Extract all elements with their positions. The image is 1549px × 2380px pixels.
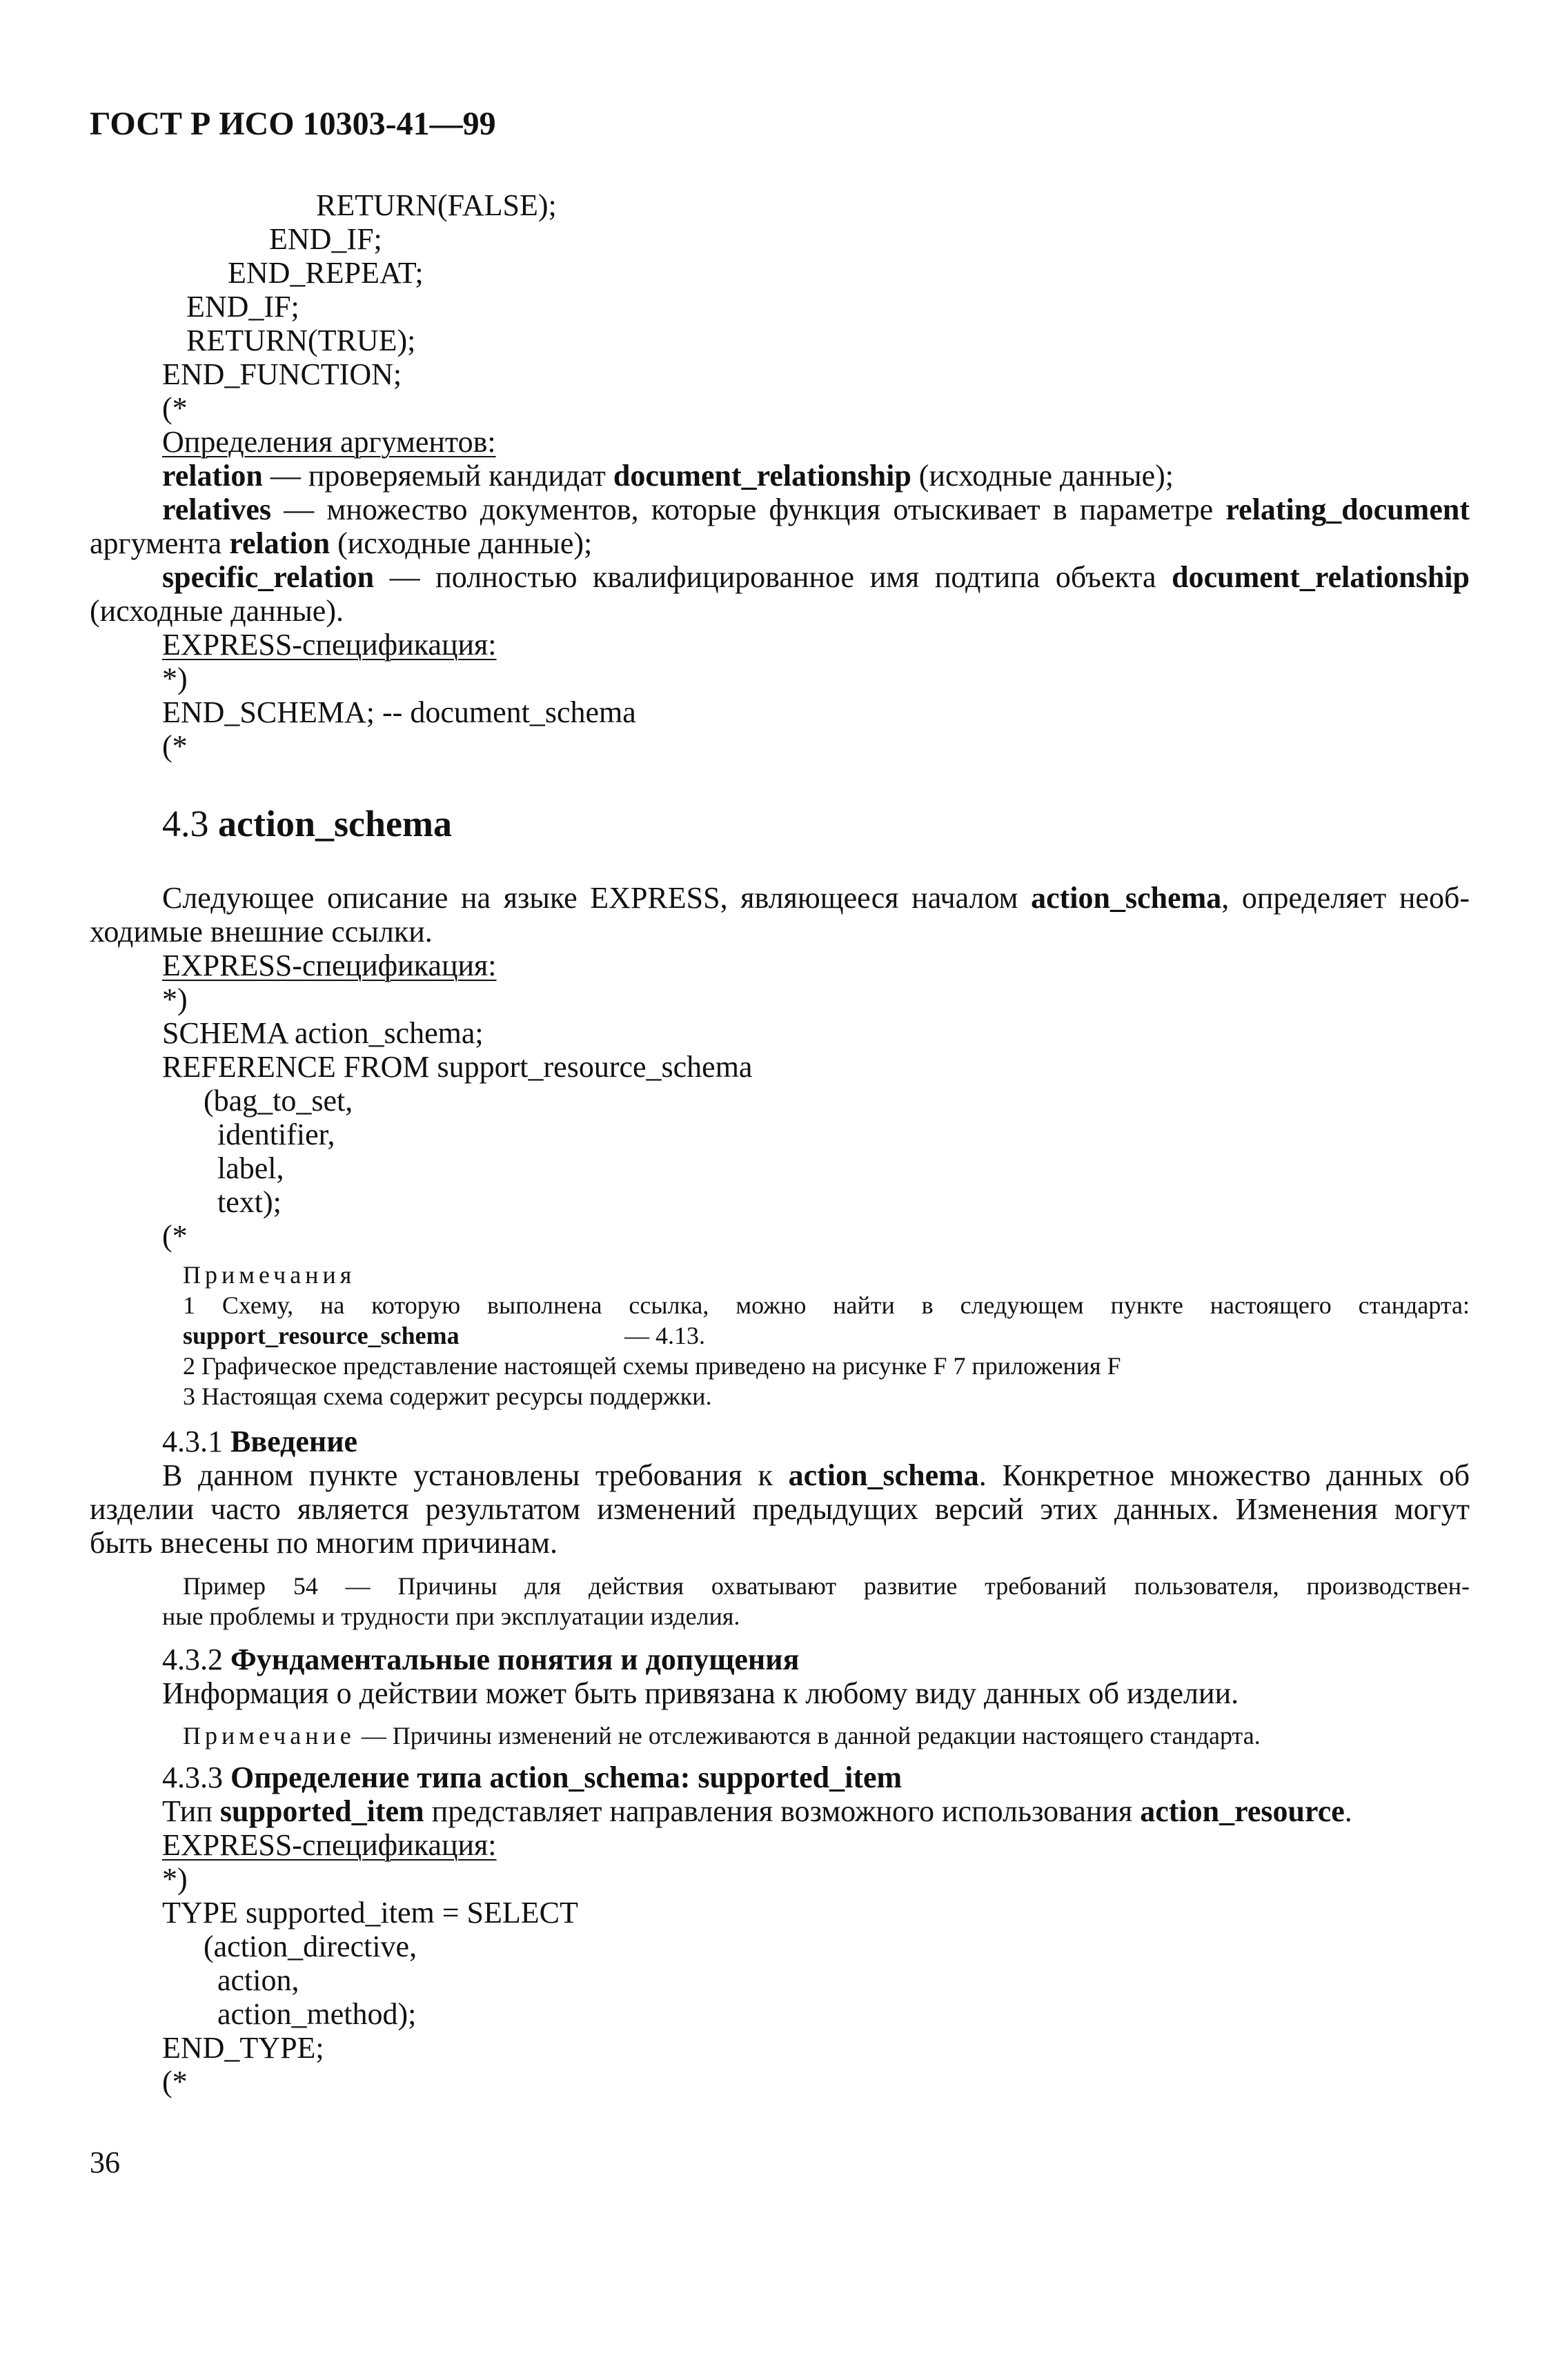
code-line: text); <box>217 1185 282 1219</box>
arguments-heading: Определения аргументов: <box>162 425 496 459</box>
code-line: END_SCHEMA; -- document_schema <box>162 695 636 729</box>
note-3: 3 Настоящая схема содержит ресурсы поддержки. <box>183 1382 712 1410</box>
paragraph-cont: быть внесены по многим причинам. <box>90 1526 558 1560</box>
subsection-heading-4-3-2 <box>162 1643 799 1677</box>
paragraph-cont: ходимые внешние ссылки. <box>90 915 433 949</box>
code-line: END_FUNCTION; <box>162 357 402 391</box>
section-title: Определение типа action_schema: supported_item <box>230 1761 902 1794</box>
note <box>183 1720 1261 1751</box>
text: . <box>1344 1794 1352 1828</box>
code-line: label, <box>217 1151 284 1185</box>
subsection-heading-4-3-1 <box>162 1425 357 1459</box>
argument-specific-relation-cont: (исходные данные). <box>90 594 344 628</box>
section-title: Фундаментальные понятия и допущения <box>230 1643 800 1676</box>
term: supported_item <box>219 1794 424 1828</box>
term: specific_relation <box>162 560 375 594</box>
section-heading-4-3 <box>162 802 452 845</box>
code-line: END_IF; <box>186 290 299 324</box>
code-line: RETURN(FALSE); <box>316 188 557 222</box>
argument-relation <box>162 459 1174 493</box>
page-number: 36 <box>90 2145 120 2179</box>
code-line: (action_directive, <box>204 1930 417 1963</box>
code-line: RETURN(TRUE); <box>186 324 416 357</box>
term: action_resource <box>1140 1794 1345 1828</box>
code-line: (* <box>162 2065 188 2099</box>
code-line: (* <box>162 391 188 425</box>
code-line: TYPE supported_item = SELECT <box>162 1896 578 1930</box>
section-title: action_schema <box>218 803 452 844</box>
code-line: END_TYPE; <box>162 2031 324 2065</box>
argument-relatives <box>162 493 1470 527</box>
notes-heading: Примечания <box>183 1261 356 1289</box>
paragraph <box>162 881 1470 915</box>
term: document_relationship <box>613 459 911 493</box>
text: аргумента <box>90 526 230 560</box>
term: relating_document <box>1225 493 1470 526</box>
term: document_relationship <box>1172 560 1470 594</box>
code-line: action_method); <box>217 1997 417 2031</box>
code-line: *) <box>162 662 188 695</box>
code-line: identifier, <box>217 1118 335 1151</box>
text: В данном пункте установлены требования к <box>162 1458 789 1492</box>
text: — полностью квалифицированное имя подтипа объекта <box>374 560 1172 594</box>
note-2: 2 Графическое представление настоящей схемы приведено на рисунке F 7 приложения F <box>183 1352 1121 1380</box>
section-number: 4.3.2 <box>162 1643 223 1676</box>
note-1: 1 Схему, на которую выполнена ссылка, можно найти в следующем пункте настоящего стандарта: <box>183 1291 1470 1319</box>
code-line: action, <box>217 1963 299 1997</box>
code-line: SCHEMA action_schema; <box>162 1016 484 1050</box>
code-line: (bag_to_set, <box>204 1084 353 1118</box>
paragraph <box>162 1458 1470 1493</box>
section-title: Введение <box>230 1425 358 1458</box>
express-spec-label: EXPRESS-спецификация: <box>162 628 497 662</box>
example-54: Пример 54 — Причины для действия охватывают развитие требований пользователя, производствен- <box>183 1572 1470 1600</box>
text: , определяет необ- <box>1221 881 1470 915</box>
argument-relatives-cont <box>90 526 592 561</box>
code-line: END_REPEAT; <box>228 256 424 290</box>
standard-header: ГОСТ Р ИСО 10303-41—99 <box>90 106 496 142</box>
note-1-reference: — 4.13. <box>624 1322 705 1349</box>
text: — множество документов, которые функция отыскивает в параметре <box>271 493 1226 526</box>
code-line: (* <box>162 1219 188 1253</box>
text: — Причины изменений не отслеживаются в данной редакции настоящего стандарта. <box>355 1722 1261 1749</box>
paragraph: Информация о действии может быть привязана к любому виду данных об изделии. <box>162 1676 1239 1710</box>
express-spec-label: EXPRESS-спецификация: <box>162 1828 497 1862</box>
code-line: (* <box>162 729 188 763</box>
note-label: Примечание <box>183 1722 355 1749</box>
code-line: *) <box>162 1862 188 1896</box>
term: relatives <box>162 493 272 526</box>
subsection-heading-4-3-3 <box>162 1761 902 1795</box>
text: Следующее описание на языке EXPRESS, являющееся началом <box>162 881 1032 915</box>
text: — проверяемый кандидат <box>262 459 613 493</box>
term: support_resource_schema <box>183 1322 460 1349</box>
note-1-term <box>183 1320 460 1351</box>
code-line: END_IF; <box>269 222 382 256</box>
text: (исходные данные); <box>911 459 1174 493</box>
paragraph-cont: изделии часто является результатом изменений предыдущих версий этих данных. Изменения могут <box>90 1492 1470 1526</box>
code-line: *) <box>162 982 188 1016</box>
paragraph <box>162 1794 1352 1829</box>
text: Тип <box>162 1794 220 1828</box>
section-number: 4.3.1 <box>162 1425 223 1458</box>
term: relation <box>229 526 330 560</box>
term: action_schema <box>1031 881 1222 915</box>
text: (исходные данные); <box>330 526 593 560</box>
argument-specific-relation <box>162 560 1470 595</box>
code-line: REFERENCE FROM support_resource_schema <box>162 1050 753 1084</box>
express-spec-label: EXPRESS-спецификация: <box>162 949 497 982</box>
term: action_schema <box>788 1458 979 1492</box>
example-54-cont: ные проблемы и трудности при эксплуатации изделия. <box>162 1603 740 1630</box>
term: relation <box>162 459 263 493</box>
text: . Конкретное множество данных об <box>978 1458 1470 1492</box>
text: представляет направления возможного использования <box>424 1794 1141 1828</box>
section-number: 4.3 <box>162 803 209 844</box>
section-number: 4.3.3 <box>162 1761 223 1794</box>
